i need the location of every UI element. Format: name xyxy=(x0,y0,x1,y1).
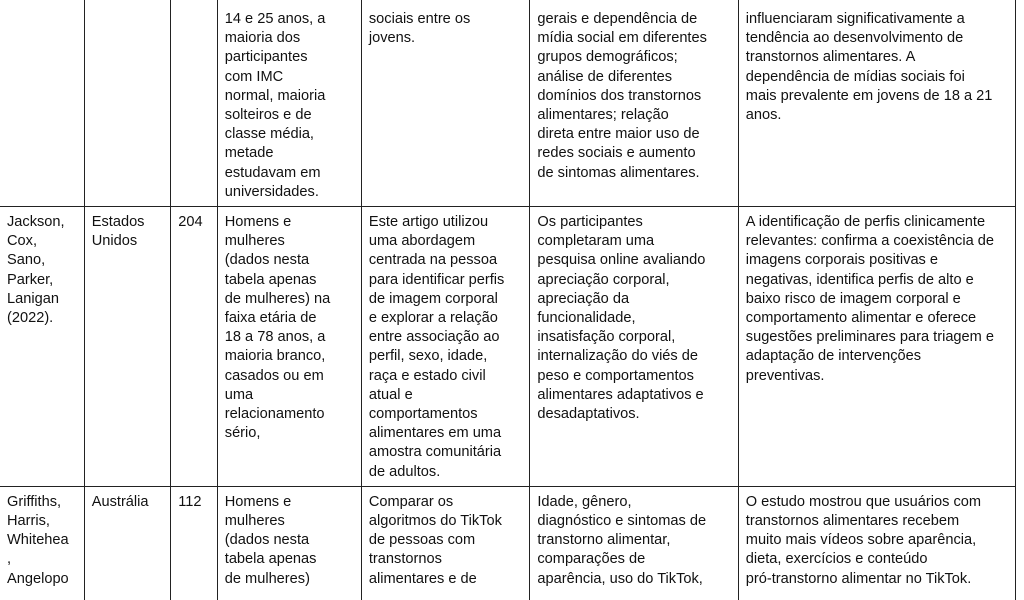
cell-objective: Comparar os algoritmos do TikTok de pessoas com transtornos alimentares e de xyxy=(361,486,530,600)
cell-objective: sociais entre os jovens. xyxy=(361,0,530,207)
cell-country: Austrália xyxy=(84,486,170,600)
cell-objective: Este artigo utilizou uma abordagem centrada na pessoa para identificar perfis de imagem corporal e explorar a relação entre associação ao perfil, sexo, idade, raça e estado civil atual e comportamentos alimentares em uma amostra comunitária de adultos. xyxy=(361,207,530,487)
cell-author xyxy=(0,0,84,207)
cell-sample-size: 204 xyxy=(171,207,218,487)
cell-participants: 14 e 25 anos, a maioria dos participantes com IMC normal, maioria solteiros e de classe média, metade estudavam em universidades. xyxy=(217,0,361,207)
cell-sample-size xyxy=(171,0,218,207)
cell-results: influenciaram significativamente a tendência ao desenvolvimento de transtornos alimentares. A dependência de mídias sociais foi mais prevalente em jovens de 18 a 21 anos. xyxy=(738,0,1015,207)
cell-method: Os participantes completaram uma pesquisa online avaliando apreciação corporal, apreciação da funcionalidade, insatisfação corporal, internalização do viés de peso e comportamentos alimentares adaptativos e desadaptativos. xyxy=(530,207,738,487)
cell-sample-size: 112 xyxy=(171,486,218,600)
cell-results: A identificação de perfis clinicamente relevantes: confirma a coexistência de imagens corporais positivas e negativas, identifica perfis de alto e baixo risco de imagem corporal e comportamento alimentar e oferece sugestões preliminares para triagem e adaptação de intervenções preventivas. xyxy=(738,207,1015,487)
table-row xyxy=(0,0,1016,207)
table-row xyxy=(0,486,1016,600)
cell-participants: Homens e mulheres (dados nesta tabela apenas de mulheres) na faixa etária de 18 a 78 anos, a maioria branco, casados ou em uma relacionamento sério, xyxy=(217,207,361,487)
cell-method: Idade, gênero, diagnóstico e sintomas de transtorno alimentar, comparações de aparência, uso do TikTok, xyxy=(530,486,738,600)
cell-author: Griffiths, Harris, Whitehea , Angelopo xyxy=(0,486,84,600)
cell-results: O estudo mostrou que usuários com transtornos alimentares recebem muito mais vídeos sobre aparência, dieta, exercícios e conteúdo pró-transtorno alimentar no TikTok. xyxy=(738,486,1015,600)
cell-participants: Homens e mulheres (dados nesta tabela apenas de mulheres) xyxy=(217,486,361,600)
cell-country xyxy=(84,0,170,207)
table-row xyxy=(0,207,1016,487)
cell-country: Estados Unidos xyxy=(84,207,170,487)
cell-author: Jackson, Cox, Sano, Parker, Lanigan (2022). xyxy=(0,207,84,487)
cell-method: gerais e dependência de mídia social em diferentes grupos demográficos; análise de diferentes domínios dos transtornos alimentares; relação direta entre maior uso de redes sociais e aumento de sintomas alimentares. xyxy=(530,0,738,207)
